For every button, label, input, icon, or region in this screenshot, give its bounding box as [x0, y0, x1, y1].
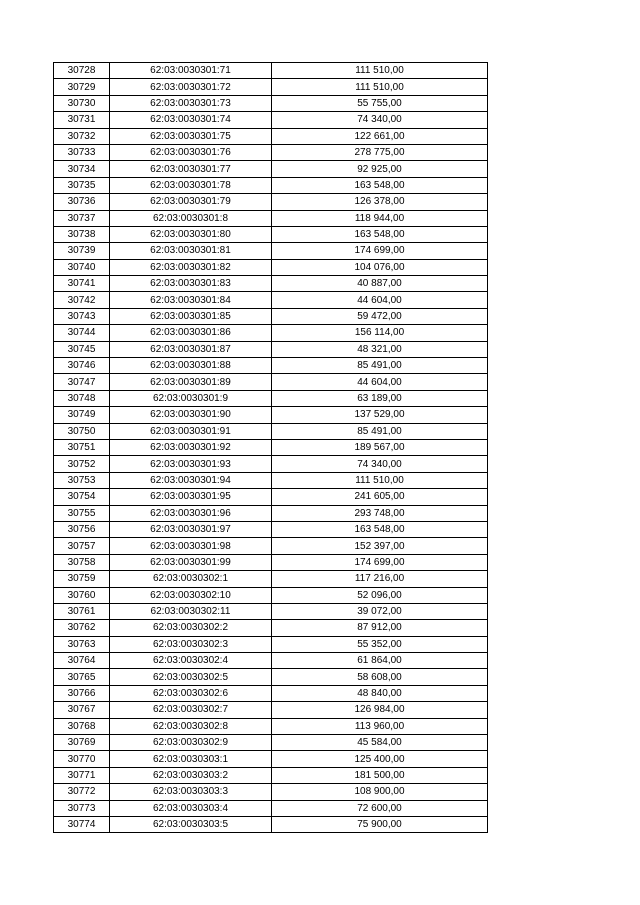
- value-cell: 74 340,00: [272, 112, 488, 128]
- table-row: [54, 685, 488, 701]
- row-number-cell: 30736: [54, 194, 110, 210]
- table-row: [54, 292, 488, 308]
- cadastral-number-cell: 62:03:0030301:81: [110, 243, 272, 259]
- table-body: [54, 63, 488, 833]
- value-cell: 163 548,00: [272, 177, 488, 193]
- table-row: [54, 620, 488, 636]
- cadastral-number-cell: 62:03:0030301:99: [110, 554, 272, 570]
- cadastral-number-cell: 62:03:0030301:83: [110, 276, 272, 292]
- cadastral-number-cell: 62:03:0030301:86: [110, 325, 272, 341]
- cadastral-number-cell: 62:03:0030302:10: [110, 587, 272, 603]
- value-cell: 189 567,00: [272, 439, 488, 455]
- table-row: [54, 718, 488, 734]
- row-number-cell: 30746: [54, 358, 110, 374]
- row-number-cell: 30728: [54, 63, 110, 79]
- row-number-cell: 30770: [54, 751, 110, 767]
- row-number-cell: 30769: [54, 735, 110, 751]
- value-cell: 85 491,00: [272, 358, 488, 374]
- row-number-cell: 30768: [54, 718, 110, 734]
- value-cell: 111 510,00: [272, 79, 488, 95]
- table-row: [54, 243, 488, 259]
- cadastral-number-cell: 62:03:0030302:1: [110, 571, 272, 587]
- row-number-cell: 30759: [54, 571, 110, 587]
- value-cell: 44 604,00: [272, 374, 488, 390]
- row-number-cell: 30762: [54, 620, 110, 636]
- value-cell: 122 661,00: [272, 128, 488, 144]
- cadastral-number-cell: 62:03:0030301:94: [110, 472, 272, 488]
- row-number-cell: 30771: [54, 767, 110, 783]
- cadastral-number-cell: 62:03:0030301:78: [110, 177, 272, 193]
- cadastral-number-cell: 62:03:0030301:98: [110, 538, 272, 554]
- value-cell: 117 216,00: [272, 571, 488, 587]
- cadastral-number-cell: 62:03:0030301:75: [110, 128, 272, 144]
- table-row: [54, 669, 488, 685]
- table-row: [54, 226, 488, 242]
- value-cell: 163 548,00: [272, 226, 488, 242]
- table-row: [54, 374, 488, 390]
- row-number-cell: 30761: [54, 603, 110, 619]
- cadastral-number-cell: 62:03:0030301:93: [110, 456, 272, 472]
- cadastral-number-cell: 62:03:0030301:97: [110, 521, 272, 537]
- row-number-cell: 30763: [54, 636, 110, 652]
- cadastral-number-cell: 62:03:0030301:88: [110, 358, 272, 374]
- value-cell: 59 472,00: [272, 308, 488, 324]
- table-row: [54, 177, 488, 193]
- row-number-cell: 30751: [54, 439, 110, 455]
- value-cell: 72 600,00: [272, 800, 488, 816]
- row-number-cell: 30739: [54, 243, 110, 259]
- cadastral-number-cell: 62:03:0030301:92: [110, 439, 272, 455]
- table-row: [54, 505, 488, 521]
- row-number-cell: 30741: [54, 276, 110, 292]
- table-row: [54, 79, 488, 95]
- table-row: [54, 767, 488, 783]
- value-cell: 61 864,00: [272, 653, 488, 669]
- value-cell: 241 605,00: [272, 489, 488, 505]
- cadastral-number-cell: 62:03:0030301:71: [110, 63, 272, 79]
- row-number-cell: 30757: [54, 538, 110, 554]
- cadastral-number-cell: 62:03:0030301:9: [110, 390, 272, 406]
- table-row: [54, 784, 488, 800]
- table-row: [54, 751, 488, 767]
- table-row: [54, 456, 488, 472]
- row-number-cell: 30764: [54, 653, 110, 669]
- value-cell: 174 699,00: [272, 554, 488, 570]
- row-number-cell: 30767: [54, 702, 110, 718]
- table-row: [54, 325, 488, 341]
- value-cell: 156 114,00: [272, 325, 488, 341]
- value-cell: 278 775,00: [272, 144, 488, 160]
- row-number-cell: 30742: [54, 292, 110, 308]
- value-cell: 126 984,00: [272, 702, 488, 718]
- row-number-cell: 30748: [54, 390, 110, 406]
- table-row: [54, 472, 488, 488]
- row-number-cell: 30737: [54, 210, 110, 226]
- row-number-cell: 30755: [54, 505, 110, 521]
- value-cell: 48 840,00: [272, 685, 488, 701]
- value-cell: 111 510,00: [272, 63, 488, 79]
- table-row: [54, 423, 488, 439]
- table-row: [54, 308, 488, 324]
- table-row: [54, 636, 488, 652]
- table-row: [54, 128, 488, 144]
- row-number-cell: 30756: [54, 521, 110, 537]
- value-cell: 126 378,00: [272, 194, 488, 210]
- row-number-cell: 30738: [54, 226, 110, 242]
- table-row: [54, 144, 488, 160]
- row-number-cell: 30730: [54, 95, 110, 111]
- cadastral-number-cell: 62:03:0030303:3: [110, 784, 272, 800]
- cadastral-number-cell: 62:03:0030303:1: [110, 751, 272, 767]
- value-cell: 44 604,00: [272, 292, 488, 308]
- row-number-cell: 30745: [54, 341, 110, 357]
- cadastral-number-cell: 62:03:0030301:95: [110, 489, 272, 505]
- row-number-cell: 30733: [54, 144, 110, 160]
- table-row: [54, 538, 488, 554]
- table-row: [54, 735, 488, 751]
- value-cell: 174 699,00: [272, 243, 488, 259]
- row-number-cell: 30750: [54, 423, 110, 439]
- cadastral-number-cell: 62:03:0030301:8: [110, 210, 272, 226]
- table-row: [54, 571, 488, 587]
- table-row: [54, 521, 488, 537]
- value-cell: 113 960,00: [272, 718, 488, 734]
- cadastral-number-cell: 62:03:0030302:9: [110, 735, 272, 751]
- table-row: [54, 358, 488, 374]
- table-row: [54, 210, 488, 226]
- table-row: [54, 816, 488, 832]
- row-number-cell: 30732: [54, 128, 110, 144]
- cadastral-number-cell: 62:03:0030301:84: [110, 292, 272, 308]
- row-number-cell: 30734: [54, 161, 110, 177]
- value-cell: 92 925,00: [272, 161, 488, 177]
- row-number-cell: 30740: [54, 259, 110, 275]
- table-row: [54, 341, 488, 357]
- row-number-cell: 30753: [54, 472, 110, 488]
- cadastral-value-table: [53, 62, 488, 833]
- cadastral-number-cell: 62:03:0030302:11: [110, 603, 272, 619]
- table-row: [54, 95, 488, 111]
- value-cell: 125 400,00: [272, 751, 488, 767]
- value-cell: 181 500,00: [272, 767, 488, 783]
- cadastral-number-cell: 62:03:0030302:6: [110, 685, 272, 701]
- value-cell: 85 491,00: [272, 423, 488, 439]
- row-number-cell: 30760: [54, 587, 110, 603]
- row-number-cell: 30754: [54, 489, 110, 505]
- cadastral-number-cell: 62:03:0030303:5: [110, 816, 272, 832]
- cadastral-number-cell: 62:03:0030302:3: [110, 636, 272, 652]
- value-cell: 45 584,00: [272, 735, 488, 751]
- value-cell: 104 076,00: [272, 259, 488, 275]
- value-cell: 63 189,00: [272, 390, 488, 406]
- value-cell: 75 900,00: [272, 816, 488, 832]
- value-cell: 74 340,00: [272, 456, 488, 472]
- row-number-cell: 30747: [54, 374, 110, 390]
- value-cell: 108 900,00: [272, 784, 488, 800]
- table-row: [54, 161, 488, 177]
- row-number-cell: 30735: [54, 177, 110, 193]
- cadastral-number-cell: 62:03:0030301:90: [110, 407, 272, 423]
- table-row: [54, 439, 488, 455]
- value-cell: 55 352,00: [272, 636, 488, 652]
- value-cell: 293 748,00: [272, 505, 488, 521]
- value-cell: 48 321,00: [272, 341, 488, 357]
- cadastral-number-cell: 62:03:0030302:2: [110, 620, 272, 636]
- cadastral-number-cell: 62:03:0030301:85: [110, 308, 272, 324]
- table-row: [54, 554, 488, 570]
- row-number-cell: 30766: [54, 685, 110, 701]
- row-number-cell: 30743: [54, 308, 110, 324]
- row-number-cell: 30752: [54, 456, 110, 472]
- row-number-cell: 30758: [54, 554, 110, 570]
- cadastral-number-cell: 62:03:0030301:89: [110, 374, 272, 390]
- row-number-cell: 30773: [54, 800, 110, 816]
- row-number-cell: 30731: [54, 112, 110, 128]
- cadastral-number-cell: 62:03:0030301:72: [110, 79, 272, 95]
- table-row: [54, 276, 488, 292]
- cadastral-number-cell: 62:03:0030301:79: [110, 194, 272, 210]
- cadastral-number-cell: 62:03:0030302:4: [110, 653, 272, 669]
- value-cell: 39 072,00: [272, 603, 488, 619]
- table-row: [54, 603, 488, 619]
- table-row: [54, 800, 488, 816]
- cadastral-number-cell: 62:03:0030302:7: [110, 702, 272, 718]
- row-number-cell: 30749: [54, 407, 110, 423]
- cadastral-number-cell: 62:03:0030301:74: [110, 112, 272, 128]
- table-row: [54, 63, 488, 79]
- table-row: [54, 390, 488, 406]
- value-cell: 58 608,00: [272, 669, 488, 685]
- cadastral-number-cell: 62:03:0030302:8: [110, 718, 272, 734]
- cadastral-number-cell: 62:03:0030301:96: [110, 505, 272, 521]
- row-number-cell: 30744: [54, 325, 110, 341]
- table-row: [54, 489, 488, 505]
- value-cell: 40 887,00: [272, 276, 488, 292]
- table-row: [54, 112, 488, 128]
- value-cell: 52 096,00: [272, 587, 488, 603]
- value-cell: 111 510,00: [272, 472, 488, 488]
- table-row: [54, 194, 488, 210]
- cadastral-number-cell: 62:03:0030301:87: [110, 341, 272, 357]
- cadastral-number-cell: 62:03:0030301:76: [110, 144, 272, 160]
- cadastral-number-cell: 62:03:0030303:4: [110, 800, 272, 816]
- value-cell: 152 397,00: [272, 538, 488, 554]
- value-cell: 118 944,00: [272, 210, 488, 226]
- row-number-cell: 30729: [54, 79, 110, 95]
- cadastral-number-cell: 62:03:0030301:77: [110, 161, 272, 177]
- value-cell: 137 529,00: [272, 407, 488, 423]
- row-number-cell: 30774: [54, 816, 110, 832]
- row-number-cell: 30765: [54, 669, 110, 685]
- cadastral-number-cell: 62:03:0030303:2: [110, 767, 272, 783]
- cadastral-number-cell: 62:03:0030301:91: [110, 423, 272, 439]
- table-row: [54, 407, 488, 423]
- value-cell: 87 912,00: [272, 620, 488, 636]
- table-row: [54, 702, 488, 718]
- table-row: [54, 259, 488, 275]
- value-cell: 163 548,00: [272, 521, 488, 537]
- cadastral-number-cell: 62:03:0030302:5: [110, 669, 272, 685]
- table-row: [54, 653, 488, 669]
- cadastral-number-cell: 62:03:0030301:80: [110, 226, 272, 242]
- value-cell: 55 755,00: [272, 95, 488, 111]
- table-row: [54, 587, 488, 603]
- cadastral-number-cell: 62:03:0030301:73: [110, 95, 272, 111]
- row-number-cell: 30772: [54, 784, 110, 800]
- cadastral-number-cell: 62:03:0030301:82: [110, 259, 272, 275]
